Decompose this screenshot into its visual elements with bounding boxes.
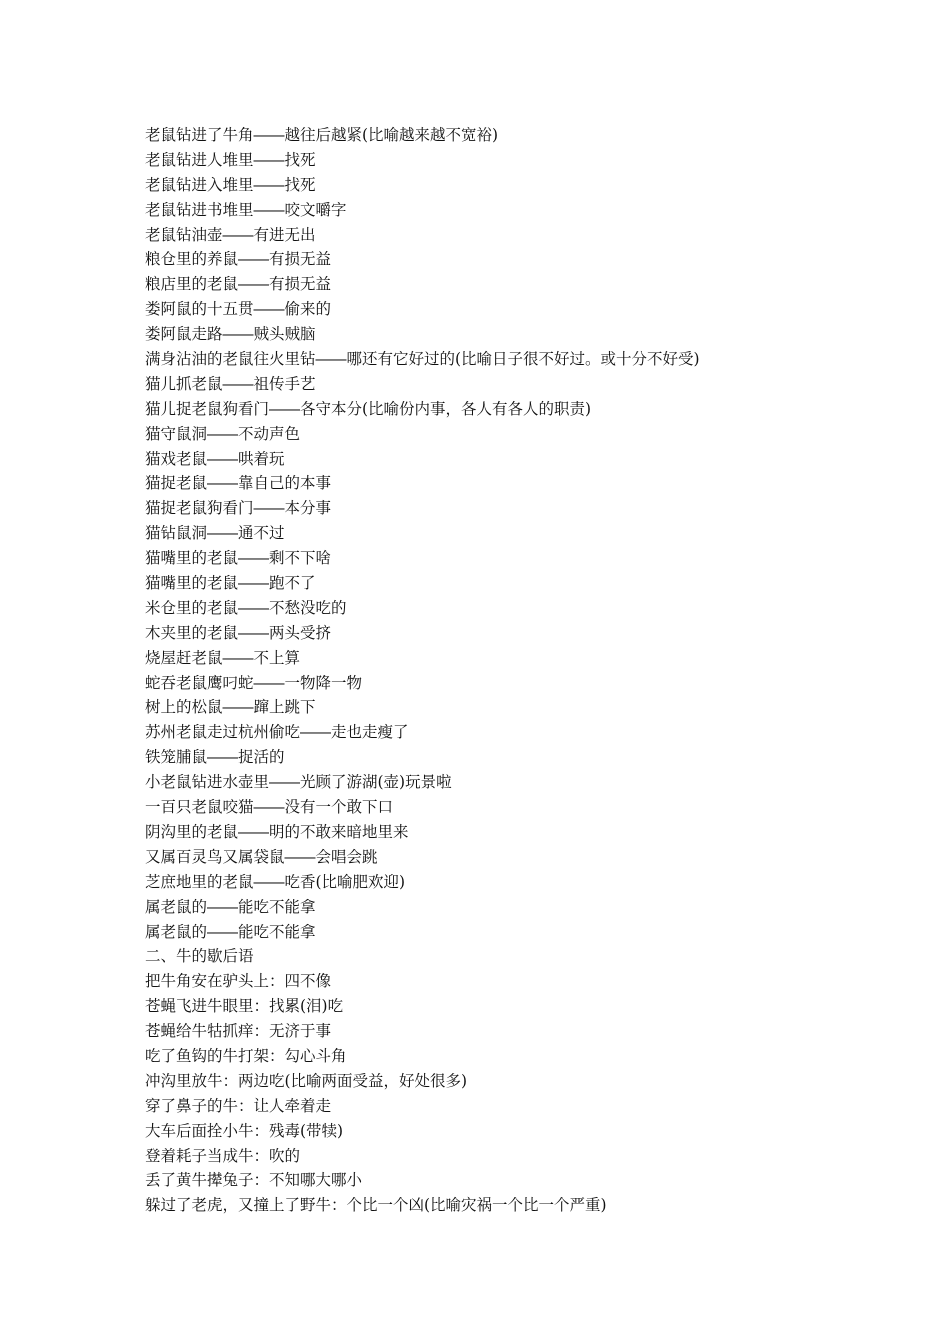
text-line: 芝庶地里的老鼠――吃香(比喻肥欢迎) xyxy=(145,872,406,891)
text-line: 老鼠钻进书堆里――咬文嚼字 xyxy=(145,200,347,219)
text-line: 烧屋赶老鼠――不上算 xyxy=(145,648,301,667)
text-line: 属老鼠的――能吃不能拿 xyxy=(145,897,316,916)
text-line: 又属百灵鸟又属袋鼠――会唱会跳 xyxy=(145,847,378,866)
text-line: 猫守鼠洞――不动声色 xyxy=(145,424,301,443)
text-line: 老鼠钻油壶――有进无出 xyxy=(145,225,316,244)
text-line: 粮仓里的养鼠――有损无益 xyxy=(145,250,332,269)
text-line: 小老鼠钻进水壶里――光顾了游湖(壶)玩景啦 xyxy=(145,773,452,792)
text-line: 穿了鼻子的牛：让人牵着走 xyxy=(145,1096,332,1115)
text-line: 猫钻鼠洞――通不过 xyxy=(145,524,285,543)
text-line: 吃了鱼钩的牛打架：勾心斗角 xyxy=(145,1046,347,1065)
text-line: 苍蝇给牛牯抓痒：无济于事 xyxy=(145,1022,332,1041)
text-line: 满身沾油的老鼠往火里钻――哪还有它好过的(比喻日子很不好过。或十分不好受) xyxy=(145,350,700,369)
text-line: 冲沟里放牛：两边吃(比喻两面受益，好处很多) xyxy=(145,1071,468,1090)
text-line: 丢了黄牛撵兔子：不知哪大哪小 xyxy=(145,1171,363,1190)
text-line: 猫捉老鼠狗看门――本分事 xyxy=(145,499,332,518)
text-line: 躲过了老虎，又撞上了野牛：个比一个凶(比喻灾祸一个比一个严重) xyxy=(145,1196,607,1215)
text-line: 猫嘴里的老鼠――跑不了 xyxy=(145,574,316,593)
text-line: 大车后面拴小牛：残毒(带犊) xyxy=(145,1121,344,1140)
text-line: 树上的松鼠――蹿上跳下 xyxy=(145,698,316,717)
text-line: 猫捉老鼠――靠自己的本事 xyxy=(145,474,332,493)
text-line: 米仓里的老鼠――不愁没吃的 xyxy=(145,598,347,617)
text-line: 老鼠钻进了牛角――越往后越紧(比喻越来越不宽裕) xyxy=(145,126,499,144)
text-line: 娄阿鼠的十五贯――偷来的 xyxy=(145,300,332,319)
section-heading: 二、牛的歇后语 xyxy=(145,947,254,966)
text-line: 属老鼠的――能吃不能拿 xyxy=(145,922,316,941)
text-line: 娄阿鼠走路――贼头贼脑 xyxy=(145,325,316,344)
text-line: 一百只老鼠咬猫――没有一个敢下口 xyxy=(145,798,394,817)
text-line: 猫儿捉老鼠狗看门――各守本分(比喻份内事，各人有各人的职责) xyxy=(145,399,592,418)
text-line: 登着耗子当成牛：吹的 xyxy=(145,1146,301,1165)
text-line: 粮店里的老鼠――有损无益 xyxy=(145,275,332,294)
text-line: 阴沟里的老鼠――明的不敢来暗地里来 xyxy=(145,822,409,841)
text-line: 把牛角安在驴头上：四不像 xyxy=(145,972,332,991)
text-line: 猫戏老鼠――哄着玩 xyxy=(145,449,285,468)
text-line: 猫儿抓老鼠――祖传手艺 xyxy=(145,374,316,393)
text-line: 铁笼脯鼠――捉活的 xyxy=(145,748,285,767)
text-line: 苍蝇飞进牛眼里：找累(泪)吃 xyxy=(145,997,344,1016)
text-line: 木夹里的老鼠――两头受挤 xyxy=(145,623,332,642)
text-line: 苏州老鼠走过杭州偷吃――走也走瘦了 xyxy=(145,723,409,742)
document-body xyxy=(145,123,905,1218)
text-line: 老鼠钻进入堆里――找死 xyxy=(145,175,316,194)
text-line: 猫嘴里的老鼠――剩不下啥 xyxy=(145,549,332,568)
text-line: 老鼠钻进人堆里――找死 xyxy=(145,150,316,169)
text-line: 蛇吞老鼠鹰叼蛇――一物降一物 xyxy=(145,673,363,692)
